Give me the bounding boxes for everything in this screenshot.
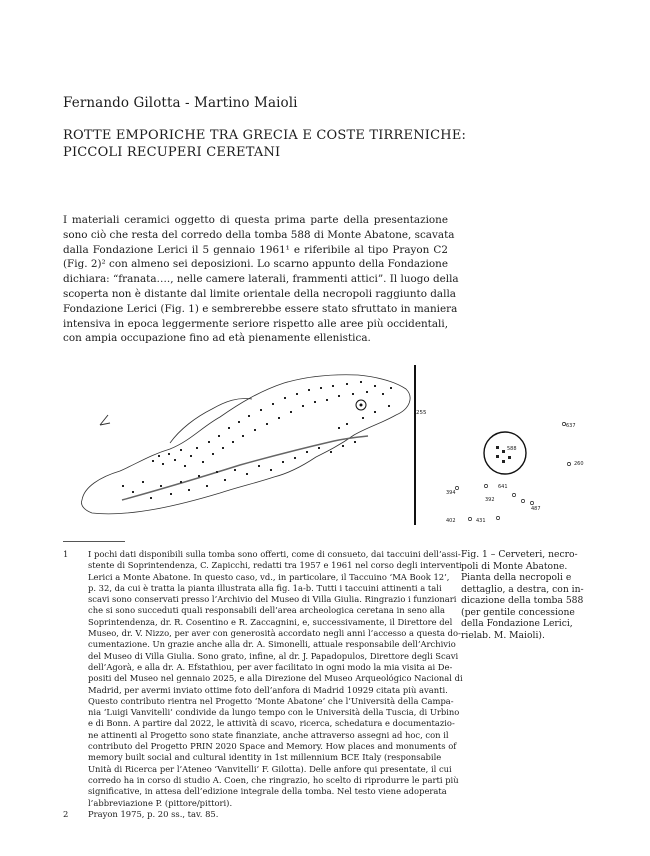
zoom-label-641: 641 bbox=[498, 484, 508, 490]
footnote-line: ne attinenti al Progetto sono state finanziate, anche attraverso assegni ad hoc, con il bbox=[88, 729, 449, 740]
body-line: (Fig. 2)² con almeno sei deposizioni. Lo scarno appunto della Fondazione bbox=[63, 258, 448, 271]
caption-line: (per gentile concessione bbox=[461, 606, 575, 618]
footnote-line: significative, in attesa dell’edizione integrale della tomba. Nel testo viene adoperata bbox=[88, 786, 447, 797]
footnote-line: stente di Soprintendenza, C. Zapicchi, redatti tra 1957 e 1961 nel corso degli interventi bbox=[88, 560, 462, 571]
footnote-line: Soprintendenza, dr. R. Cosentino e R. Zaccagnini, e, successivamente, il Direttore del bbox=[88, 616, 453, 627]
tomb-detail-map bbox=[428, 400, 590, 530]
zoom-label-637: 637 bbox=[566, 423, 576, 429]
caption-line: dettaglio, a destra, con in- bbox=[461, 583, 584, 595]
footnote-line: memory built social and cultural identity in 1st millennium BCE Italy (responsabile bbox=[88, 752, 442, 763]
footnote-line: scavi sono conservati presso l’Archivio del Museo di Villa Giulia. Ringrazio i funzionari bbox=[88, 594, 457, 605]
tomb-marker bbox=[455, 486, 458, 489]
tomb-marker bbox=[530, 501, 533, 504]
footnote-line: positi del Museo nel gennaio 2025, e alla Direzione del Museo Arqueológico Nacional di bbox=[88, 673, 463, 684]
footnote-line: p. 32, da cui è tratta la pianta illustrata alla fig. 1a-b. Tutti i taccuini attinenti a tali bbox=[88, 582, 442, 593]
footnote-separator bbox=[63, 541, 125, 542]
zoom-label-431: 431 bbox=[476, 518, 486, 524]
zoom-label-487: 487 bbox=[531, 506, 541, 512]
footnote-line: corredo ha in corso di studio A. Coen, che ringrazio, ho scelto di riprodurre le parti più bbox=[88, 774, 459, 785]
body-line: intensiva in epoca leggermente seriore rispetto alle aree più occidentali, bbox=[63, 317, 448, 330]
tomb-marker bbox=[521, 499, 524, 502]
figure-divider bbox=[414, 365, 416, 525]
footnote-line: I pochi dati disponibili sulla tomba sono offerti, come di consueto, dai taccuini dell’assi- bbox=[88, 549, 461, 559]
footnote-line: Questo contributo rientra nel Progetto ‘Monte Abatone’ che l’Università della Campa- bbox=[88, 695, 454, 706]
tomb-marker bbox=[567, 462, 570, 465]
tomb-marker bbox=[496, 516, 499, 519]
footnote-line: che si sono succeduti quali responsabili dell’area archeologica ceretana in seno alla bbox=[88, 605, 446, 616]
tomb-marker bbox=[512, 493, 515, 496]
title-line-2: PICCOLI RECUPERI CERETANI bbox=[63, 145, 281, 160]
body-line: con ampia occupazione fino ad età pienamente ellenistica. bbox=[63, 332, 371, 345]
footnote-line: Lerici a Monte Abatone. In questo caso, vd., in particolare, il Taccuino ‘MA Book 12’, bbox=[88, 571, 450, 582]
caption-line: Pianta della necropoli e bbox=[461, 572, 572, 583]
caption-line: dicazione della tomba 588 bbox=[461, 595, 584, 606]
body-line: dichiara: “franata…., nelle camere laterali, frammenti attici”. Il luogo della bbox=[63, 273, 459, 286]
footnote-line: Madrid, per avermi inviato ottime foto dell’anfora di Madrid 10929 citata più avanti. bbox=[88, 684, 448, 695]
footnote-text bbox=[88, 549, 463, 809]
footnote-number: 2 bbox=[63, 808, 69, 819]
footnote-line: cumentazione. Un grazie anche alla dr. A. Simonelli, attuale responsabile dell’Archivio bbox=[88, 639, 456, 650]
body-line: scoperta non è distante dal limite orientale della necropoli raggiunto dalla bbox=[63, 287, 456, 300]
authors: Fernando Gilotta - Martino Maioli bbox=[63, 95, 298, 111]
footnote-line: Unità di Ricerca per l’Ateneo ‘Vanvitelli’ F. Gilotta). Delle anfore qui presentate, il cui bbox=[88, 763, 452, 774]
title-line-1: ROTTE EMPORICHE TRA GRECIA E COSTE TIRRENICHE: bbox=[63, 128, 467, 143]
footnote-line: l’abbreviazione P. (pittore/pittori). bbox=[88, 797, 233, 808]
footnote-2 bbox=[63, 809, 448, 820]
footnote-text bbox=[88, 809, 448, 820]
caption-line: della Fondazione Lerici, bbox=[461, 618, 573, 629]
zoom-label-402: 402 bbox=[446, 518, 456, 524]
article-title bbox=[63, 127, 466, 161]
body-line: dalla Fondazione Lerici il 5 gennaio 1961¹ e riferibile al tipo Prayon C2 bbox=[63, 243, 448, 256]
footnote-line: contributo del Progetto PRIN 2020 Space and Memory. How places and monuments of bbox=[88, 741, 457, 752]
figure-caption bbox=[461, 549, 596, 641]
body-line: Fondazione Lerici (Fig. 1) e sembrerebbe essere stato sfruttato in maniera bbox=[63, 302, 458, 315]
tomb-marker bbox=[484, 484, 487, 487]
footnote-line: del Museo di Villa Giulia. Sono grato, infine, al dr. J. Papadopulos, Direttore degli Scavi bbox=[88, 650, 459, 661]
necropolis-map bbox=[62, 365, 422, 525]
footnote-1 bbox=[63, 549, 463, 809]
caption-line: Fig. 1 – Cerveteri, necro- bbox=[461, 549, 578, 560]
footnote-line: e di Bonn. A partire dal 2022, le attività di scavo, ricerca, schedatura e documentazio- bbox=[88, 718, 455, 729]
footnote-line: dell’Agorà, e alla dr. A. Efstathiou, per aver facilitato in ogni modo la mia visita ai De- bbox=[88, 661, 453, 672]
body-paragraph bbox=[63, 213, 459, 346]
body-line: sono ciò che resta del corredo della tomba 588 di Monte Abatone, scavata bbox=[63, 228, 455, 241]
footnote-line: Museo, dr. V. Nizzo, per aver con generosità accordato negli anni l’accesso a questa do- bbox=[88, 628, 461, 639]
footnote-line: Prayon 1975, p. 20 ss., tav. 85. bbox=[88, 808, 219, 819]
tomb-marker bbox=[468, 517, 471, 520]
body-line: I materiali ceramici oggetto di questa prima parte della presentazione bbox=[63, 214, 448, 226]
footnote-line: nia ‘Luigi Vanvitelli’ condivide da lungo tempo con le Università della Tuscia, di Urbino bbox=[88, 707, 460, 718]
footnote-number: 1 bbox=[63, 549, 69, 559]
zoom-label-394: 394 bbox=[446, 490, 456, 496]
map-label-255: 255 bbox=[416, 410, 427, 416]
caption-line: rielab. M. Maioli). bbox=[461, 629, 545, 641]
zoom-label-588: 588 bbox=[507, 446, 517, 452]
caption-line: poli di Monte Abatone. bbox=[461, 560, 568, 572]
footnotes bbox=[63, 549, 463, 820]
zoom-label-392: 392 bbox=[485, 497, 495, 503]
zoom-label-260: 260 bbox=[574, 461, 584, 467]
